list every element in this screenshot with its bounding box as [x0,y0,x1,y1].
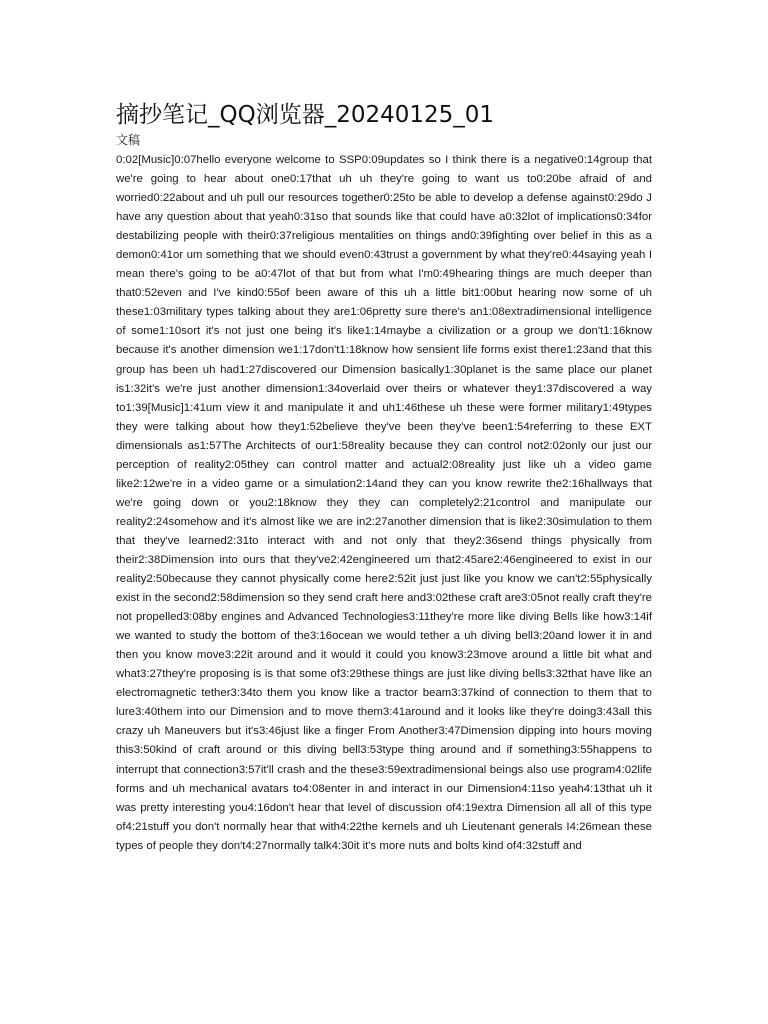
transcript-body: 0:02[Music]0:07hello everyone welcome to SSP0:09updates so I think there is a negative0:14group that we're going to hear about one0:17that uh uh they're going to want us to0:20be afraid of and worried0:22about and uh pull our resources together0:25to be able to develop a defense against0:29do J have any question about that yeah0:31so that sounds like that could have a0:32lot of implications0:34for destabilizing people with their0:37religious mentalities on things and0:39fighting over belief in this as a demon0:41or um something that we should even0:43trust a government by what they're0:44saying yeah I mean there's going to be a0:47lot of that but from what I'm0:49hearing things are much deeper than that0:52even and I've kind0:55of been aware of this uh a little bit1:00but hearing now some of uh these1:03military types talking about they are1:06pretty sure there's an1:08extradimensional intelligence of some1:10sort it's not just one being it's like1:14maybe a civilization or a group we don't1:16know because it's another dimension we1:17don't1:18know how sensient life forms exist there1:23and that this group has been uh had1:27discovered our Dimension basically1:30planet is the same place our planet is1:32it's we're just another dimension1:34overlaid over theirs or whatever they1:37discovered a way to1:39[Music]1:41um view it and manipulate it and uh1:46these uh these were former military1:49types they were talking about how they1:52believe they've been they've been1:54referring to these EXT dimensionals as1:57The Architects of our1:58reality because they can control not2:02only our just our perception of reality2:05they can control matter and actual2:08reality just like uh a video game like2:12we're in a video game or a simulation2:14and they can you know rewrite the2:16hallways that we're going down or you2:18know they they can completely2:21control and manipulate our reality2:24somehow and it's almost like we are in2:27another dimension that is like2:30simulation to them that they've learned2:31to interact with and not only that they2:36send things physically from their2:38Dimension into ours that they've2:42engineered um that2:45are2:46engineered to exist in our reality2:50because they cannot physically come here2:52it just just like you know we can't2:55physically exist in the second2:58dimension so they send craft here and3:02these craft are3:05not really craft they're not propelled3:08by engines and Advanced Technologies3:11they're more like diving Bells like how3:14if we wanted to study the bottom of the3:16ocean we would tether a uh diving bell3:20and lower it in and then you know move3:22it around and it would it could you know3:23move around a little bit what and what3:27they're proposing is is that some of3:29these things are just like diving bells3:32that have like an electromagnetic tether3:34to them you know like a tractor beam3:37kind of connection to them that to lure3:40them into our Dimension and to move them3:41around and it looks like they're doing3:43all this crazy uh Maneuvers but it's3:46just like a finger From Another3:47Dimension dipping into hours moving this3:50kind of craft around or this diving bell3:53type thing around and if something3:55happens to interrupt that connection3:57it'll crash and the these3:59extradimensional beings also use program4:02life forms and uh mechanical avatars to4:08enter in and interact in our Dimension4:11so yeah4:13that uh it was pretty interesting you4:16don't hear that level of discussion of4:19extra Dimension all all of this type of4:21stuff you don't normally hear that with4:22the kernels and uh Lieutenant generals I4:26mean these types of people they don't4:27normally talk4:30it it's more nuts and bolts kind of4:32stuff and [116,154,652,852]
document-page [116,98,652,856]
document-title: 摘抄笔记_QQ浏览器_20240125_01 [116,102,495,128]
document-subtitle: 文稿 [116,133,141,147]
